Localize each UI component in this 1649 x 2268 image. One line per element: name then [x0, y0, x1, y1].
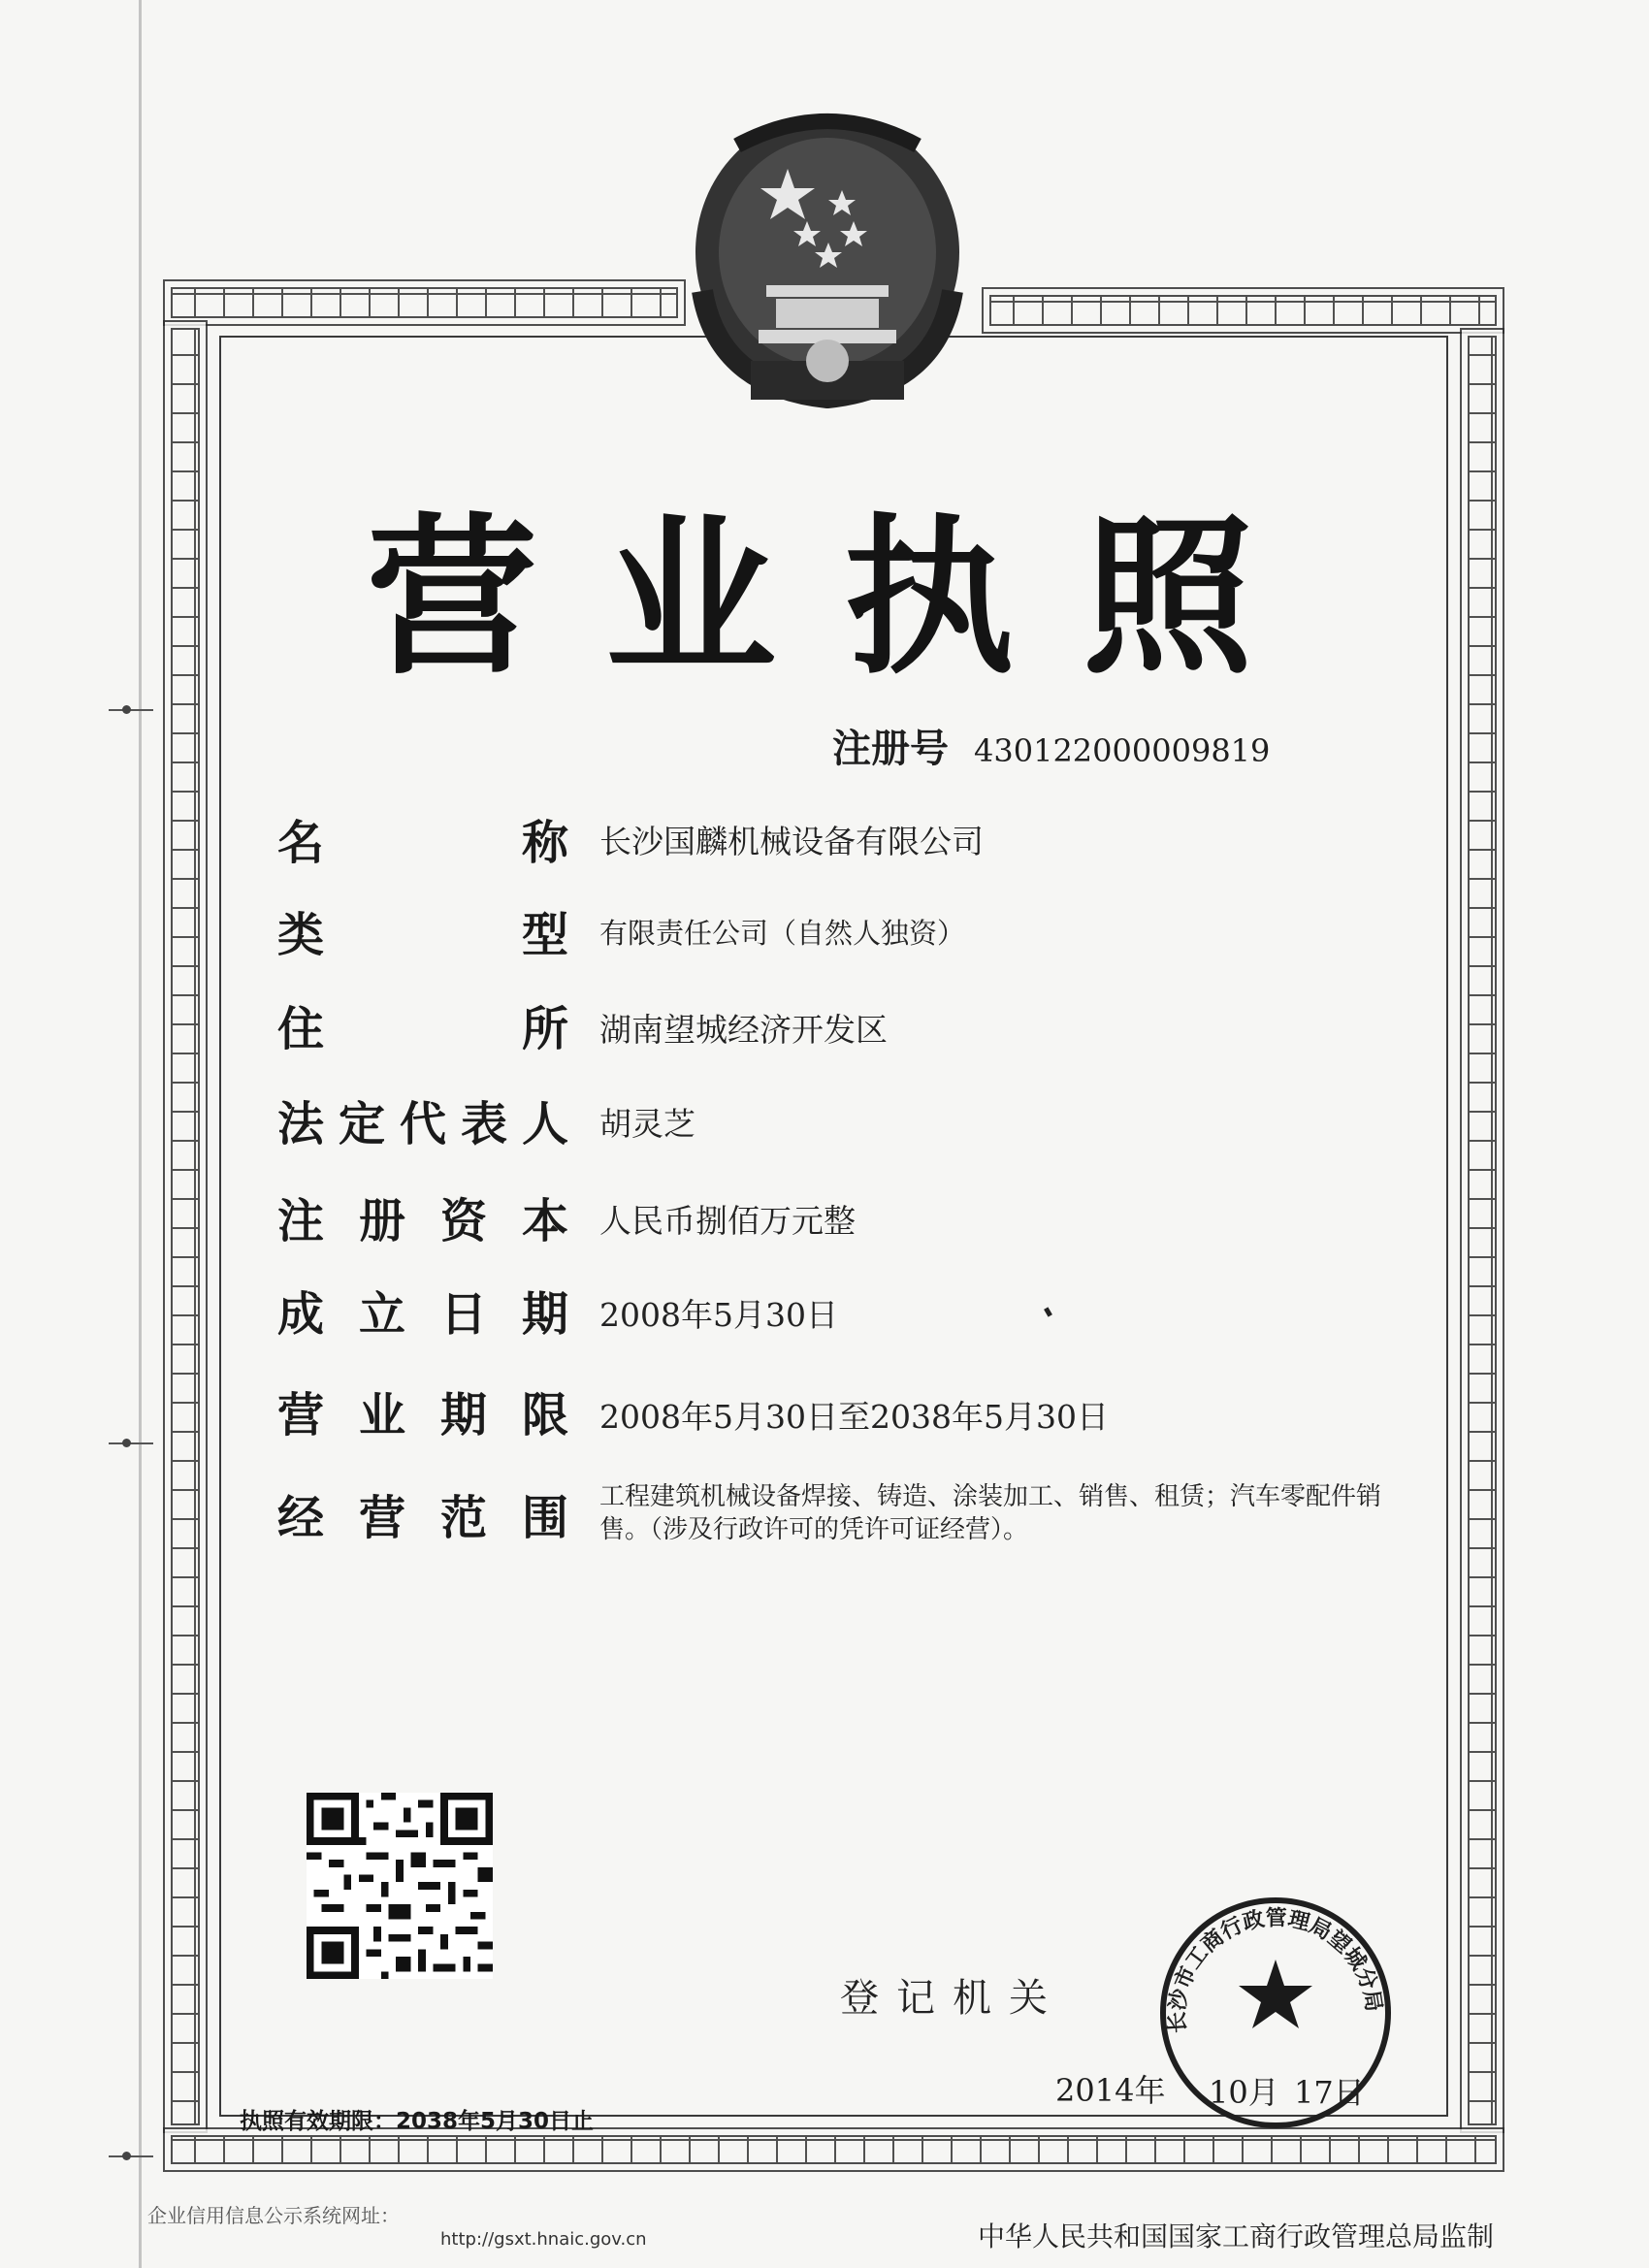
scan-edge-line	[139, 0, 142, 2268]
business-scope-label: 经营范围	[277, 1491, 568, 1545]
business-term-value: 2008年5月30日至2038年5月30日	[599, 1398, 1109, 1436]
binding-hole-mark	[109, 1442, 153, 1444]
registration-number-label: 注册号	[832, 727, 949, 771]
legal-representative-value: 胡灵芝	[599, 1105, 695, 1143]
name-label: 名称	[277, 816, 568, 870]
binding-hole-mark	[109, 709, 153, 711]
issue-date-day: 17日	[1294, 2074, 1365, 2111]
registered-capital-label: 注册资本	[277, 1194, 568, 1248]
issue-date-month: 10月	[1209, 2074, 1279, 2111]
registration-number-value: 430122000009819	[974, 732, 1271, 769]
document-title: 营业执照	[366, 499, 1321, 697]
national-emblem-icon	[679, 107, 976, 415]
binding-hole-mark	[109, 2155, 153, 2157]
business-term-label: 营业期限	[277, 1388, 568, 1442]
decorative-border-top-left	[163, 279, 686, 326]
decorative-border-top-right	[982, 287, 1504, 334]
qr-code	[307, 1793, 493, 1979]
supervisor-note: 中华人民共和国国家工商行政管理总局监制	[978, 2220, 1495, 2252]
type-value: 有限责任公司（自然人独资）	[599, 917, 966, 950]
registration-number	[832, 718, 1270, 773]
name-value: 长沙国麟机械设备有限公司	[599, 823, 984, 860]
registration-authority-label: 登记机关	[840, 1976, 1065, 2021]
credit-system-url: http://gsxt.hnaic.gov.cn	[440, 2229, 647, 2250]
address-label: 住所	[277, 1002, 568, 1056]
type-label: 类型	[277, 908, 568, 962]
credit-system-label: 企业信用信息公示系统网址：	[147, 2204, 400, 2227]
founded-date-value: 2008年5月30日	[599, 1296, 838, 1334]
address-value: 湖南望城经济开发区	[599, 1011, 888, 1049]
seal-text: 长沙市工商行政管理局望城分局	[1165, 1906, 1386, 2034]
business-scope-value: 工程建筑机械设备焊接、铸造、涂装加工、销售、租赁；汽车零配件销售。（涉及行政许可的凭许可证经营）。	[599, 1482, 1382, 1544]
legal-representative-label: 法定代表人	[277, 1097, 568, 1151]
issue-date-year: 2014年	[1055, 2072, 1166, 2109]
founded-date-label: 成立日期	[277, 1287, 568, 1342]
license-validity: 执照有效期限：2038年5月30日止	[240, 2109, 595, 2134]
registered-capital-value: 人民币捌佰万元整	[599, 1202, 856, 1240]
